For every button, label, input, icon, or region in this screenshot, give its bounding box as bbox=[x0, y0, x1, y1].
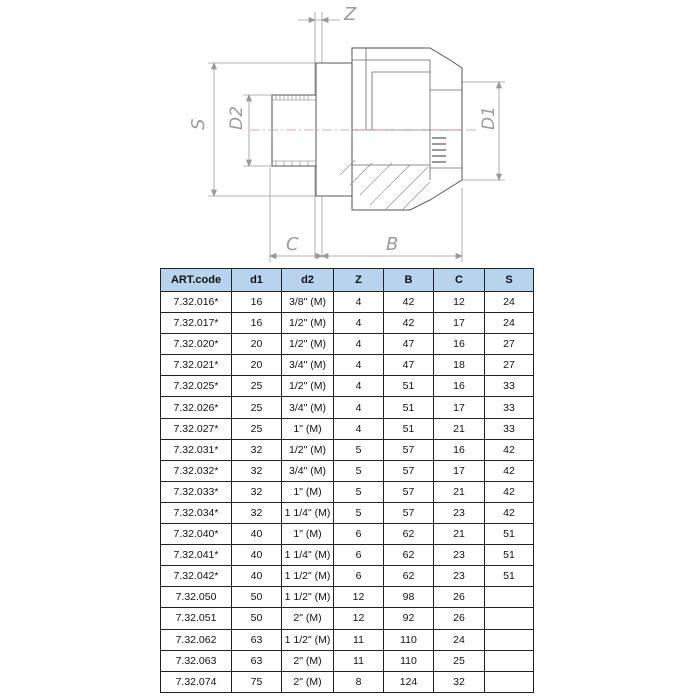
cell-d1: 63 bbox=[232, 650, 282, 671]
header-d2: d2 bbox=[282, 269, 334, 292]
cell-b: 57 bbox=[384, 460, 434, 481]
cell-art-code: 7.32.074 bbox=[161, 671, 232, 692]
cell-d1: 63 bbox=[232, 629, 282, 650]
table-row bbox=[161, 502, 534, 523]
cell-z: 11 bbox=[334, 629, 384, 650]
cell-z: 11 bbox=[334, 650, 384, 671]
cell-z: 6 bbox=[334, 524, 384, 545]
cell-s: 33 bbox=[485, 418, 534, 439]
cell-z: 5 bbox=[334, 439, 384, 460]
table-row bbox=[161, 587, 534, 608]
dim-label-s: S bbox=[188, 118, 209, 130]
cell-art-code: 7.32.034* bbox=[161, 502, 232, 523]
cell-b: 92 bbox=[384, 608, 434, 629]
cell-z: 5 bbox=[334, 502, 384, 523]
cell-d2: 1 1/4" (M) bbox=[282, 502, 334, 523]
header-s: S bbox=[485, 269, 534, 292]
table-row bbox=[161, 460, 534, 481]
cell-art-code: 7.32.041* bbox=[161, 545, 232, 566]
cell-d2: 1/2" (M) bbox=[282, 376, 334, 397]
cell-b: 57 bbox=[384, 481, 434, 502]
cell-s bbox=[485, 629, 534, 650]
cell-d2: 3/8" (M) bbox=[282, 292, 334, 313]
cell-c: 12 bbox=[434, 292, 485, 313]
cell-d2: 1 1/2" (M) bbox=[282, 587, 334, 608]
table-row bbox=[161, 439, 534, 460]
header-art-code: ART.code bbox=[161, 269, 232, 292]
specification-table bbox=[160, 268, 534, 693]
cell-art-code: 7.32.063 bbox=[161, 650, 232, 671]
cell-d1: 75 bbox=[232, 671, 282, 692]
cell-b: 62 bbox=[384, 545, 434, 566]
cell-s bbox=[485, 608, 534, 629]
cell-c: 32 bbox=[434, 671, 485, 692]
cell-c: 17 bbox=[434, 313, 485, 334]
table-row bbox=[161, 397, 534, 418]
cell-z: 12 bbox=[334, 587, 384, 608]
cell-s: 33 bbox=[485, 376, 534, 397]
cell-d2: 2" (M) bbox=[282, 608, 334, 629]
table-header-row bbox=[161, 269, 534, 292]
table-row bbox=[161, 524, 534, 545]
cell-d1: 20 bbox=[232, 355, 282, 376]
cell-d1: 32 bbox=[232, 481, 282, 502]
table-row bbox=[161, 545, 534, 566]
cell-art-code: 7.32.027* bbox=[161, 418, 232, 439]
cell-c: 26 bbox=[434, 608, 485, 629]
cell-s: 42 bbox=[485, 502, 534, 523]
cell-art-code: 7.32.032* bbox=[161, 460, 232, 481]
header-d1: d1 bbox=[232, 269, 282, 292]
table-row bbox=[161, 671, 534, 692]
technical-drawing bbox=[0, 0, 700, 265]
cell-d2: 2" (M) bbox=[282, 671, 334, 692]
cell-z: 6 bbox=[334, 545, 384, 566]
header-b: B bbox=[384, 269, 434, 292]
table-row bbox=[161, 292, 534, 313]
cell-d2: 3/4" (M) bbox=[282, 397, 334, 418]
table-row bbox=[161, 355, 534, 376]
cell-art-code: 7.32.016* bbox=[161, 292, 232, 313]
dim-label-c: C bbox=[286, 234, 299, 255]
cell-art-code: 7.32.026* bbox=[161, 397, 232, 418]
cell-z: 5 bbox=[334, 460, 384, 481]
cell-s: 51 bbox=[485, 566, 534, 587]
dim-label-z: Z bbox=[344, 4, 357, 25]
cell-c: 21 bbox=[434, 418, 485, 439]
cell-art-code: 7.32.025* bbox=[161, 376, 232, 397]
cell-art-code: 7.32.051 bbox=[161, 608, 232, 629]
table-row bbox=[161, 566, 534, 587]
cell-c: 21 bbox=[434, 524, 485, 545]
cell-s: 24 bbox=[485, 292, 534, 313]
cell-z: 4 bbox=[334, 313, 384, 334]
cell-d2: 3/4" (M) bbox=[282, 460, 334, 481]
cell-d2: 1/2" (M) bbox=[282, 313, 334, 334]
cell-d1: 16 bbox=[232, 313, 282, 334]
cell-d1: 25 bbox=[232, 397, 282, 418]
header-z: Z bbox=[334, 269, 384, 292]
cell-d1: 20 bbox=[232, 334, 282, 355]
cell-d2: 1 1/4" (M) bbox=[282, 545, 334, 566]
cell-c: 23 bbox=[434, 566, 485, 587]
header-c: C bbox=[434, 269, 485, 292]
cell-c: 23 bbox=[434, 502, 485, 523]
cell-s: 27 bbox=[485, 334, 534, 355]
cell-c: 25 bbox=[434, 650, 485, 671]
cell-art-code: 7.32.042* bbox=[161, 566, 232, 587]
cell-d2: 1" (M) bbox=[282, 524, 334, 545]
cell-b: 47 bbox=[384, 334, 434, 355]
cell-b: 110 bbox=[384, 629, 434, 650]
cell-s: 33 bbox=[485, 397, 534, 418]
cell-b: 62 bbox=[384, 524, 434, 545]
cell-s: 42 bbox=[485, 481, 534, 502]
table-body bbox=[161, 292, 534, 693]
cell-b: 57 bbox=[384, 502, 434, 523]
cell-s bbox=[485, 587, 534, 608]
dim-label-d1: D1 bbox=[479, 106, 499, 130]
cell-c: 18 bbox=[434, 355, 485, 376]
cell-z: 4 bbox=[334, 355, 384, 376]
cell-d2: 1/2" (M) bbox=[282, 334, 334, 355]
cell-art-code: 7.32.050 bbox=[161, 587, 232, 608]
cell-d1: 32 bbox=[232, 460, 282, 481]
cell-z: 4 bbox=[334, 334, 384, 355]
cell-b: 51 bbox=[384, 376, 434, 397]
cell-d2: 1 1/2" (M) bbox=[282, 566, 334, 587]
cell-b: 42 bbox=[384, 292, 434, 313]
table-row bbox=[161, 334, 534, 355]
cell-s bbox=[485, 650, 534, 671]
cell-b: 110 bbox=[384, 650, 434, 671]
cell-d1: 32 bbox=[232, 439, 282, 460]
cell-b: 124 bbox=[384, 671, 434, 692]
table-row bbox=[161, 376, 534, 397]
cell-s: 51 bbox=[485, 545, 534, 566]
cell-b: 51 bbox=[384, 418, 434, 439]
cell-z: 4 bbox=[334, 292, 384, 313]
cell-d1: 16 bbox=[232, 292, 282, 313]
cell-d2: 1/2" (M) bbox=[282, 439, 334, 460]
cell-z: 12 bbox=[334, 608, 384, 629]
cell-z: 4 bbox=[334, 397, 384, 418]
cell-c: 24 bbox=[434, 629, 485, 650]
cell-d1: 40 bbox=[232, 566, 282, 587]
cell-b: 51 bbox=[384, 397, 434, 418]
cell-c: 17 bbox=[434, 460, 485, 481]
cell-art-code: 7.32.031* bbox=[161, 439, 232, 460]
cell-art-code: 7.32.040* bbox=[161, 524, 232, 545]
cell-b: 98 bbox=[384, 587, 434, 608]
cell-art-code: 7.32.021* bbox=[161, 355, 232, 376]
cell-c: 21 bbox=[434, 481, 485, 502]
table-row bbox=[161, 650, 534, 671]
cell-c: 16 bbox=[434, 439, 485, 460]
cell-b: 47 bbox=[384, 355, 434, 376]
cell-art-code: 7.32.020* bbox=[161, 334, 232, 355]
cell-d2: 1" (M) bbox=[282, 418, 334, 439]
cell-d1: 40 bbox=[232, 545, 282, 566]
table-row bbox=[161, 608, 534, 629]
cell-art-code: 7.32.062 bbox=[161, 629, 232, 650]
dim-label-d2: D2 bbox=[227, 106, 247, 130]
cell-b: 62 bbox=[384, 566, 434, 587]
cell-d2: 2" (M) bbox=[282, 650, 334, 671]
cell-z: 4 bbox=[334, 376, 384, 397]
cell-c: 17 bbox=[434, 397, 485, 418]
cell-s: 24 bbox=[485, 313, 534, 334]
dim-label-b: B bbox=[386, 234, 399, 255]
cell-s: 51 bbox=[485, 524, 534, 545]
table-row bbox=[161, 481, 534, 502]
cell-c: 23 bbox=[434, 545, 485, 566]
table-row bbox=[161, 418, 534, 439]
table-row bbox=[161, 313, 534, 334]
cell-s: 27 bbox=[485, 355, 534, 376]
cell-d2: 1" (M) bbox=[282, 481, 334, 502]
cell-d1: 40 bbox=[232, 524, 282, 545]
cell-c: 16 bbox=[434, 334, 485, 355]
cell-z: 4 bbox=[334, 418, 384, 439]
cell-d1: 25 bbox=[232, 376, 282, 397]
cell-c: 16 bbox=[434, 376, 485, 397]
cell-b: 42 bbox=[384, 313, 434, 334]
cell-z: 8 bbox=[334, 671, 384, 692]
cell-s: 42 bbox=[485, 439, 534, 460]
cell-s bbox=[485, 671, 534, 692]
cell-art-code: 7.32.033* bbox=[161, 481, 232, 502]
cell-s: 42 bbox=[485, 460, 534, 481]
cell-d1: 32 bbox=[232, 502, 282, 523]
cell-art-code: 7.32.017* bbox=[161, 313, 232, 334]
cell-d2: 1 1/2" (M) bbox=[282, 629, 334, 650]
table-row bbox=[161, 629, 534, 650]
cell-c: 26 bbox=[434, 587, 485, 608]
cell-z: 5 bbox=[334, 481, 384, 502]
cell-d1: 50 bbox=[232, 587, 282, 608]
cell-d2: 3/4" (M) bbox=[282, 355, 334, 376]
cell-d1: 50 bbox=[232, 608, 282, 629]
cell-d1: 25 bbox=[232, 418, 282, 439]
cell-b: 57 bbox=[384, 439, 434, 460]
cell-z: 6 bbox=[334, 566, 384, 587]
